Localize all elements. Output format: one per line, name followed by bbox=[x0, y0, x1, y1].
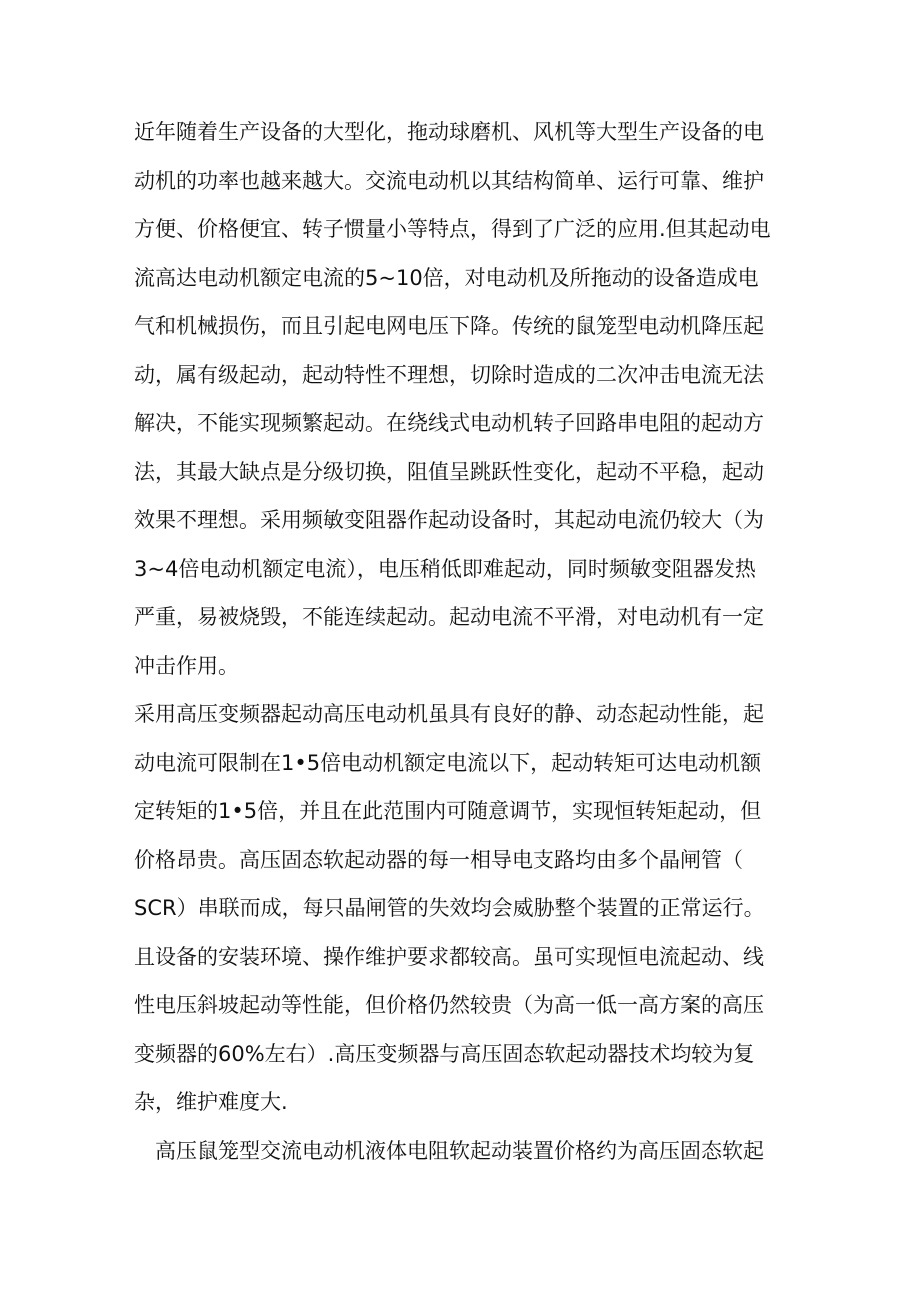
text-line: 性电压斜坡起动等性能，但价格仍然较贵（为高一低一高方案的高压 bbox=[134, 993, 764, 1017]
text-line: 采用高压变频器起动高压电动机虽具有良好的静、动态起动性能，起 bbox=[134, 702, 764, 726]
text-line: 高压鼠笼型交流电动机液体电阻软起动装置价格约为高压固态软起 bbox=[155, 1138, 764, 1163]
text-line: 法，其最大缺点是分级切换，阻值呈跳跃性变化，起动不平稳，起动 bbox=[134, 459, 764, 484]
text-line: 价格昂贵。高压固态软起动器的每一相导电支路均由多个晶闸管（ bbox=[134, 847, 743, 872]
text-line: 动电流可限制在1•5倍电动机额定电流以下，起动转矩可达电动机额 bbox=[134, 750, 762, 775]
text-line: 动，属有级起动，起动特性不理想，切除时造成的二次冲击电流无法 bbox=[134, 362, 764, 387]
text-line: 气和机械损伤，而且引起电网电压下降。传统的鼠笼型电动机降压起 bbox=[134, 314, 764, 338]
paragraph-1 bbox=[134, 108, 794, 690]
text-line: 变频器的60%左右）.高压变频器与高压固态软起动器技术均较为复 bbox=[134, 1041, 755, 1066]
text-line: 解决，不能实现频繁起动。在绕线式电动机转子回路串电阻的起动方 bbox=[134, 411, 764, 435]
text-line: SCR）串联而成，每只晶闸管的失效均会威胁整个装置的正常运行。 bbox=[134, 896, 765, 920]
text-line: 冲击作用。 bbox=[134, 653, 239, 678]
text-line: 杂，维护难度大. bbox=[134, 1090, 288, 1114]
text-line: 效果不理想。采用频敏变阻器作起动设备时，其起动电流仍较大（为 bbox=[134, 508, 764, 532]
text-line: 且设备的安装环境、操作维护要求都较高。虽可实现恒电流起动、线 bbox=[134, 944, 764, 969]
text-line: 方便、价格便宜、转子惯量小等特点，得到了广泛的应用.但其起动电 bbox=[134, 217, 771, 241]
text-line: 严重，易被烧毁，不能连续起动。起动电流不平滑，对电动机有一定 bbox=[134, 605, 764, 629]
text-line: 动机的功率也越来越大。交流电动机以其结构简单、运行可靠、维护 bbox=[134, 168, 764, 193]
text-line: 近年随着生产设备的大型化，拖动球磨机、风机等大型生产设备的电 bbox=[134, 120, 764, 144]
text-line: 3~4倍电动机额定电流），电压稍低即难起动，同时频敏变阻器发热 bbox=[134, 556, 756, 581]
text-line: 定转矩的1•5倍，并且在此范围内可随意调节，实现恒转矩起动，但 bbox=[134, 799, 762, 823]
paragraph-3 bbox=[134, 1127, 794, 1176]
text-line: 流高达电动机额定电流的5~10倍，对电动机及所拖动的设备造成电 bbox=[134, 265, 759, 290]
document-body bbox=[134, 108, 794, 1175]
paragraph-2 bbox=[134, 690, 794, 1127]
